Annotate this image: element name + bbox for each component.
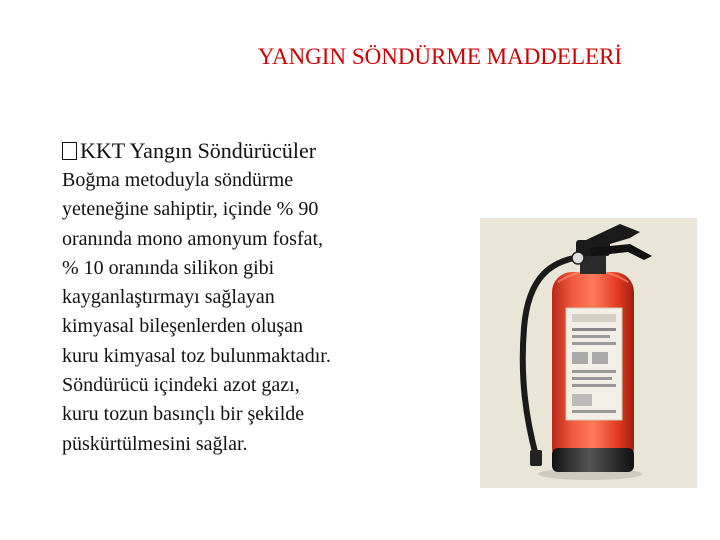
body-line: yeteneğine sahiptir, içinde % 90 [62,198,319,221]
bullet-heading: KKT Yangın Söndürücüler [80,138,317,163]
body-line: Söndürücü içindeki azot gazı, [62,374,300,397]
fire-extinguisher-photo [480,218,697,488]
body-line: kayganlaştırmayı sağlayan [62,286,275,309]
body-line: kuru tozun basınçlı bir şekilde [62,403,305,426]
body-line: kimyasal bileşenlerden oluşan [62,315,304,338]
square-bullet-icon [62,142,77,160]
body-line: oranında mono amonyum fosfat, [62,227,324,250]
body-line: Boğma metoduyla söndürme [62,169,294,191]
bullet-heading-line [62,137,316,165]
body-line: kuru kimyasal toz bulunmaktadır. [62,344,331,367]
slide-title: YANGIN SÖNDÜRME MADDELERİ [257,44,623,69]
body-line: püskürtülmesini sağlar. [62,432,248,455]
fire-extinguisher-icon [480,218,697,488]
body-line: % 10 oranında silikon gibi [62,256,275,279]
body-paragraph [62,166,422,459]
